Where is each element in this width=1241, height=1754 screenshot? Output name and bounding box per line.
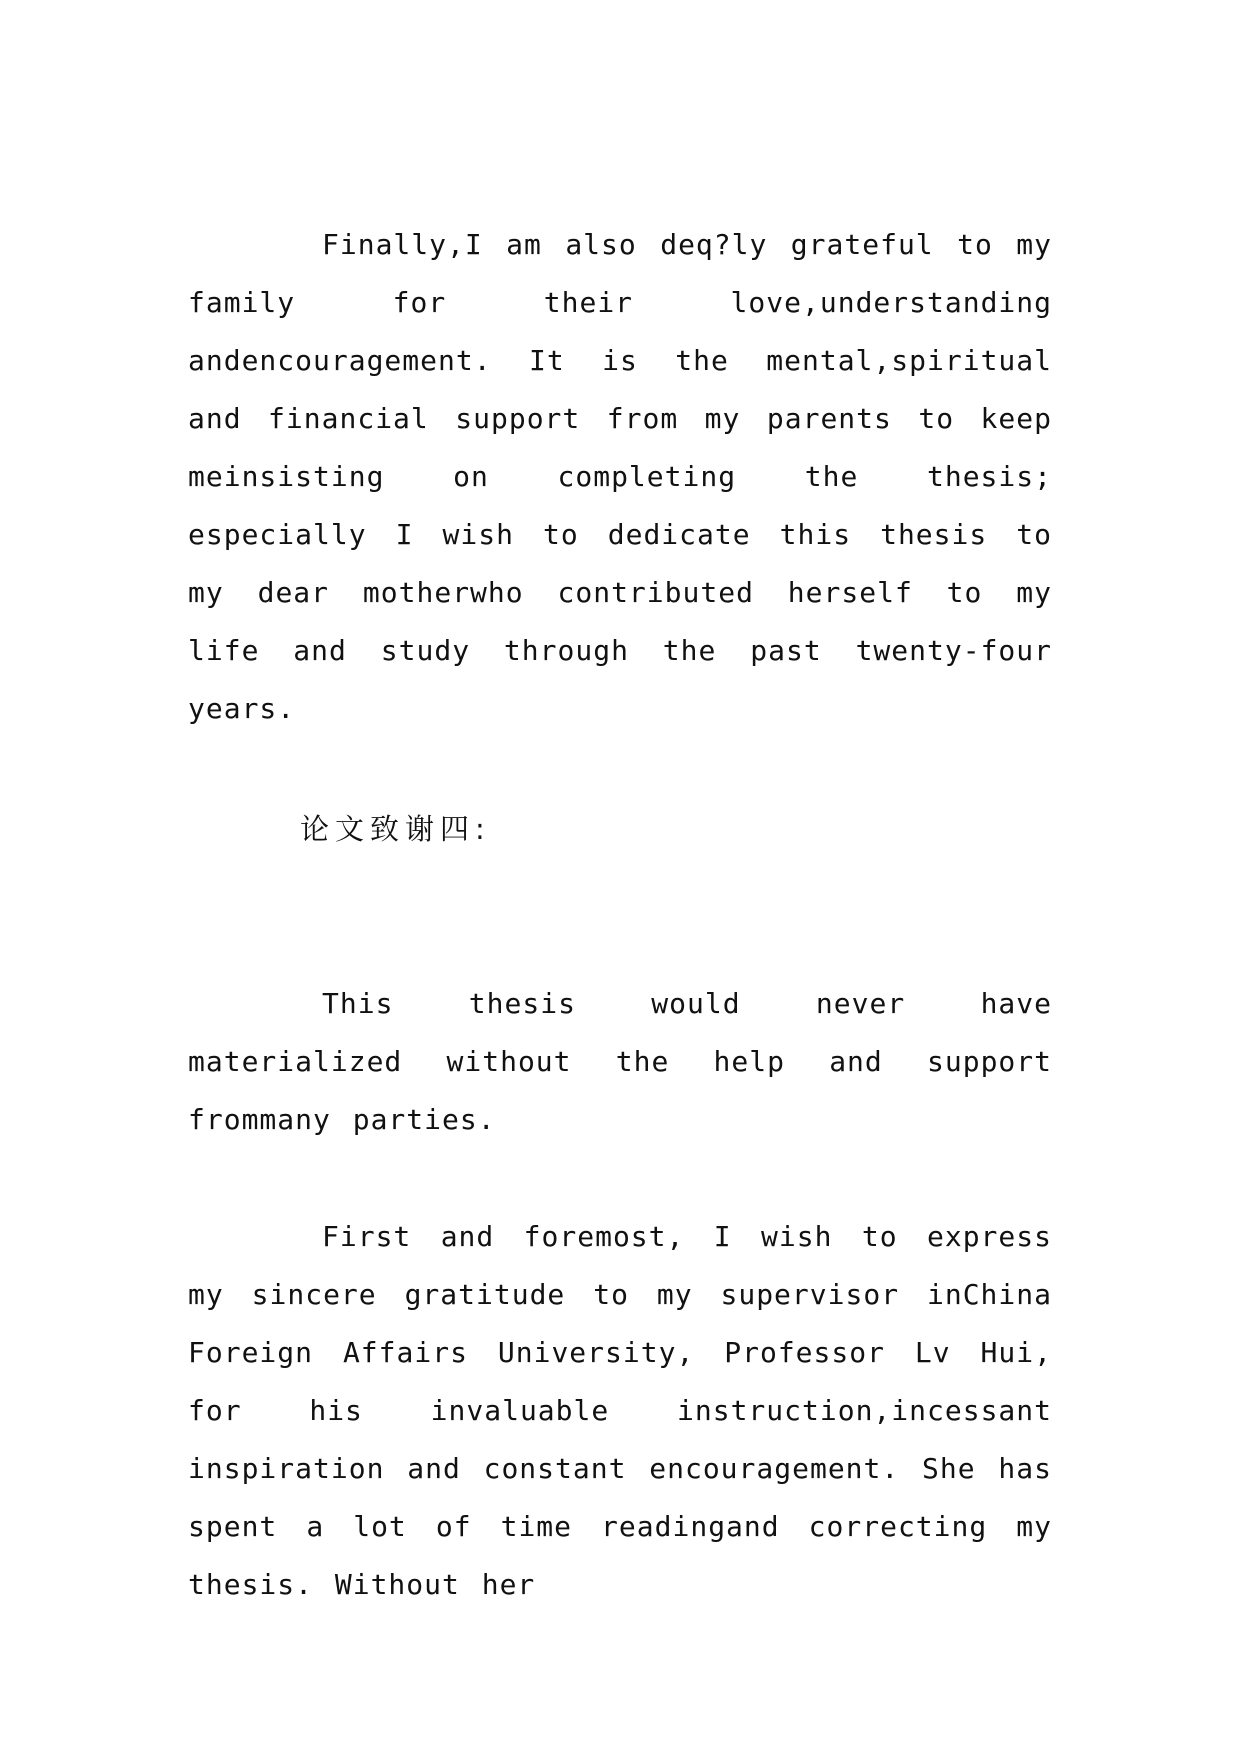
acknowledgement-paragraph-supervisor — [188, 1208, 1052, 1614]
paragraph-text: Finally,I am also deq?ly grateful to my family for their love,understanding andencouragement. It is the mental,spiritual and financial support from my parents to keep meinsisting on completing the thesis; especially I wish to dedicate this thesis to my dear motherwho contributed herself to my life and study through the past twenty-four years. — [188, 228, 1052, 725]
heading-text: 论文致谢四: — [300, 812, 491, 846]
paragraph-text: First and foremost, I wish to express my sincere gratitude to my supervisor inChina Foreign Affairs University, Professor Lv Hui, for his invaluable instruction,incessant inspiration and constant encouragement. She has spent a lot of time readingand correcting my thesis. Without her — [188, 1220, 1052, 1601]
section-heading-acknowledgement-four — [188, 800, 1052, 858]
acknowledgement-paragraph-intro — [188, 975, 1052, 1149]
acknowledgement-paragraph-family — [188, 216, 1052, 738]
paragraph-text: This thesis would never have materialized without the help and support frommany parties. — [188, 987, 1052, 1136]
